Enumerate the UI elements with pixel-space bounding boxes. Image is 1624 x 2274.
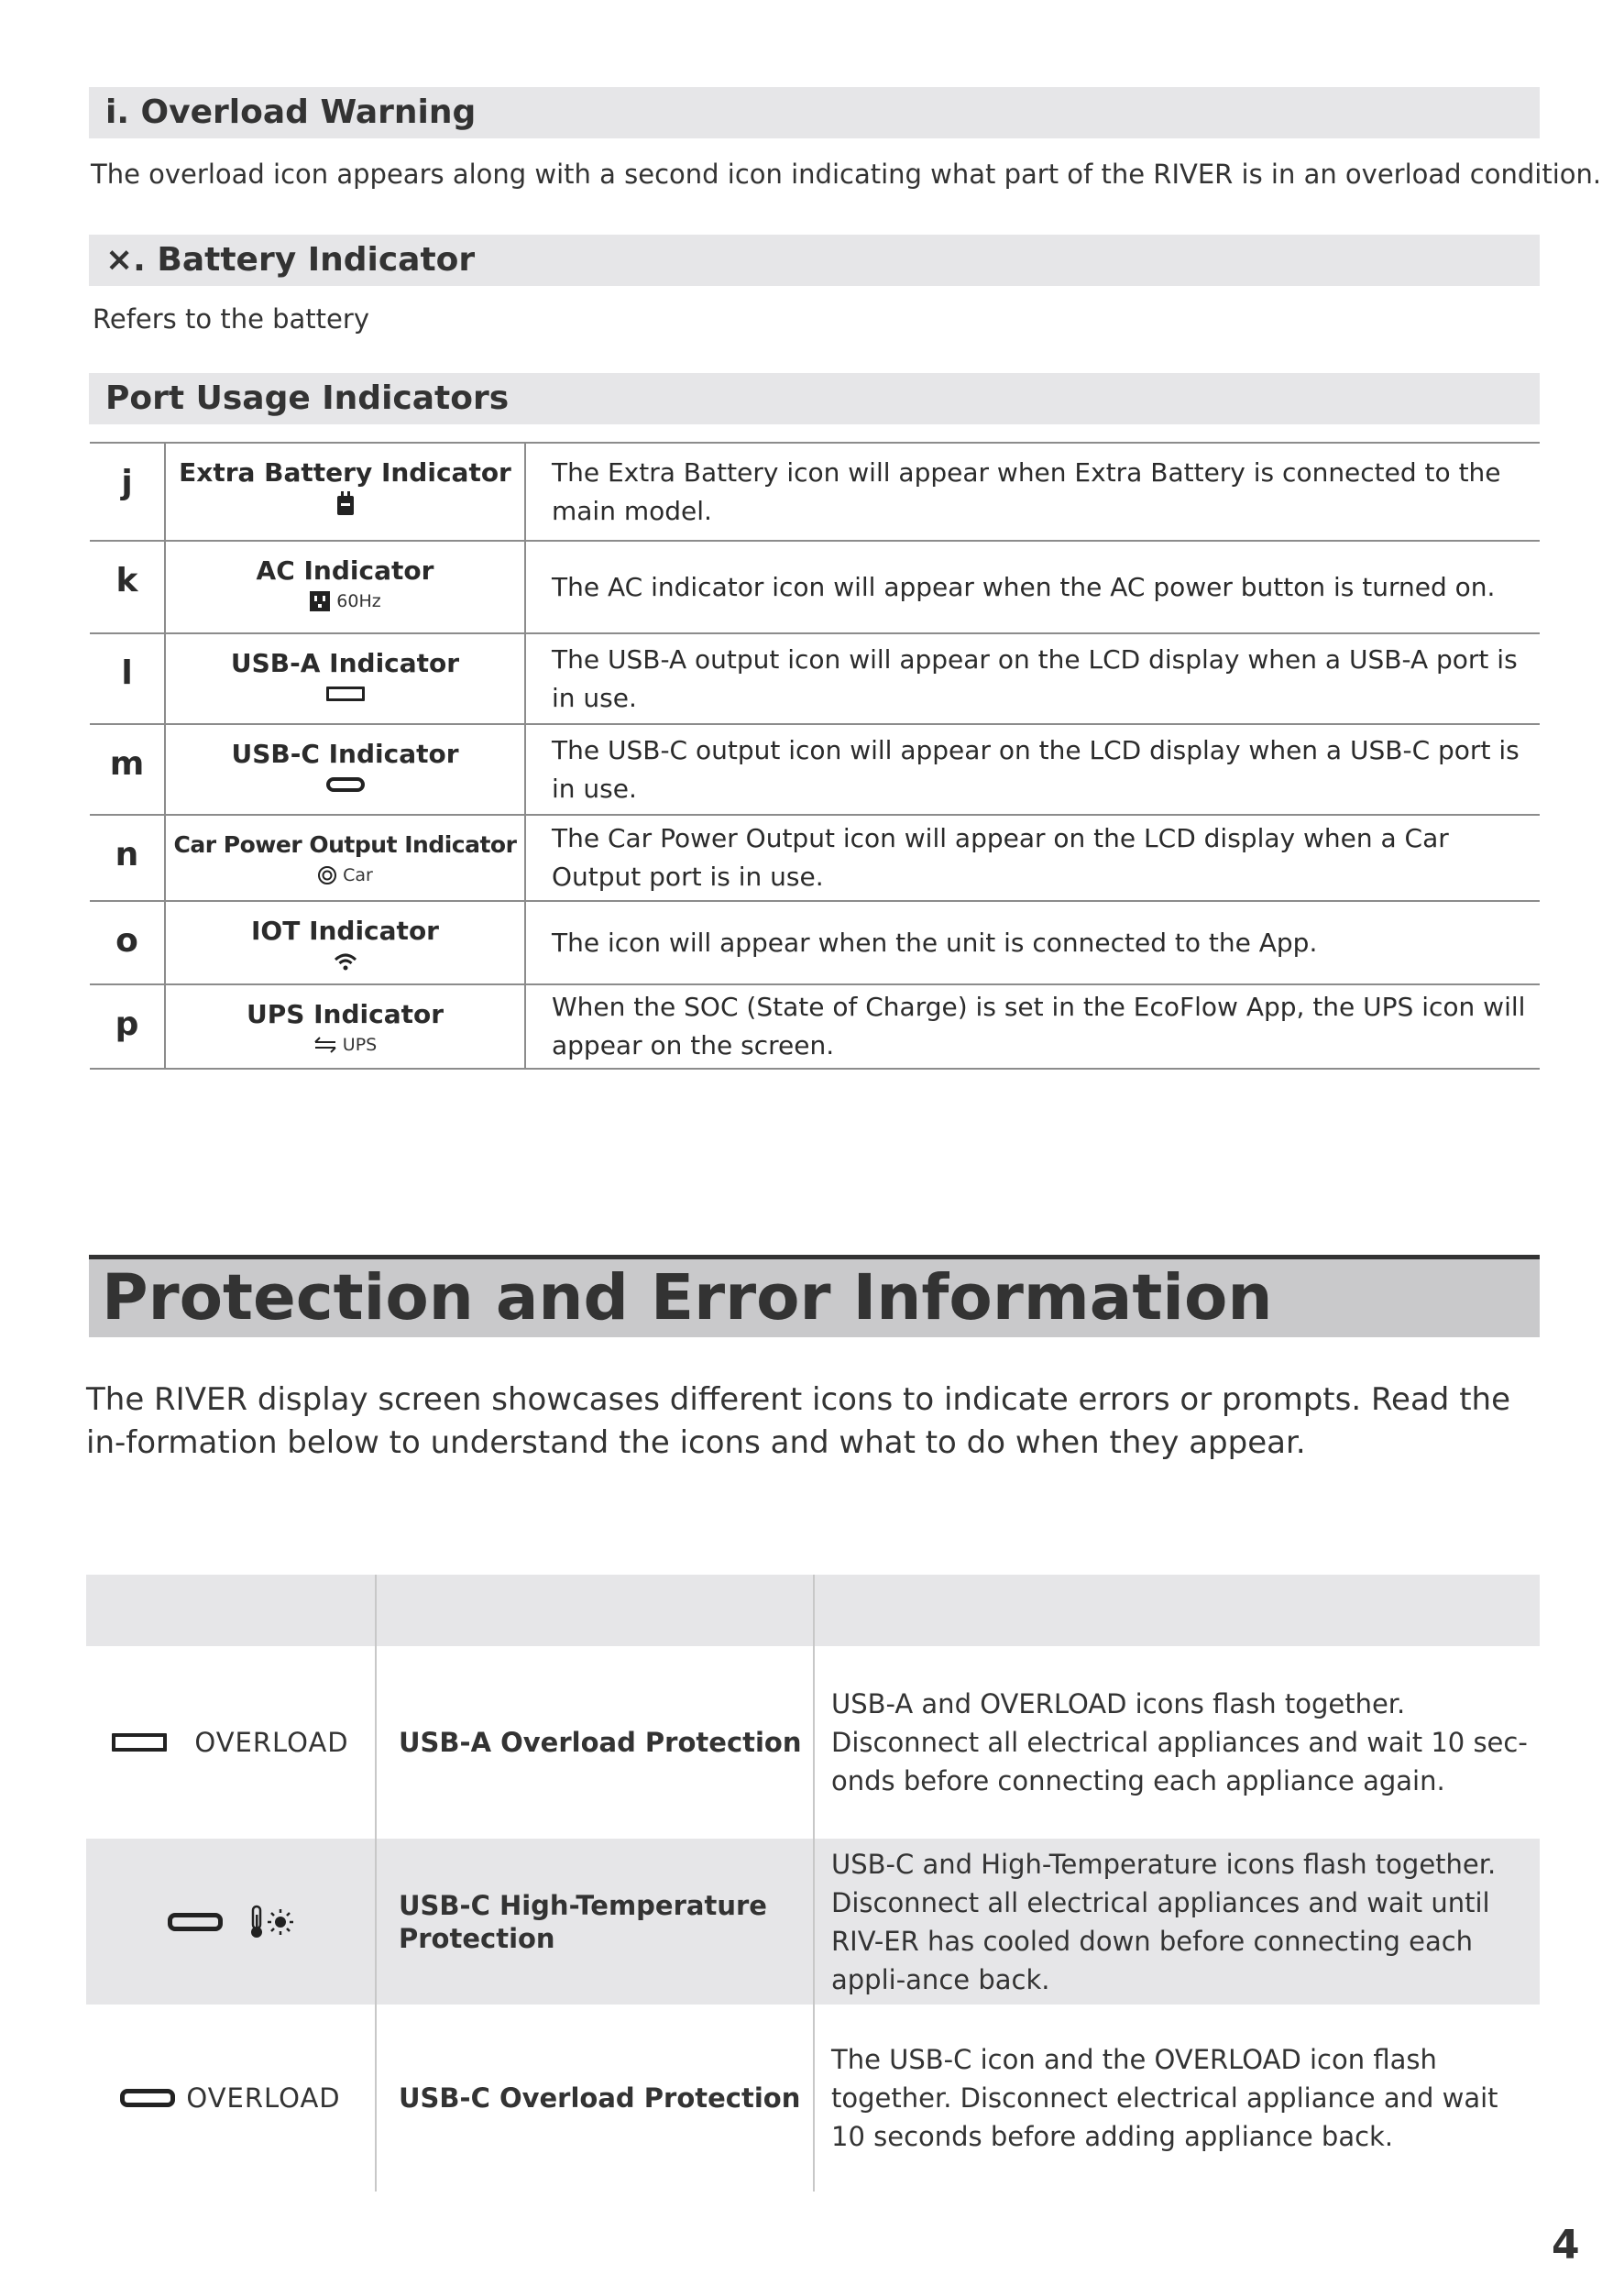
error-description: USB-A and OVERLOAD icons flash together. Disconnect all electrical appliances and wait 10 sec-onds before connecting each appliance again. xyxy=(831,1688,1528,1796)
port-row-p xyxy=(90,984,1540,1069)
port-row-m xyxy=(90,724,1540,815)
ups-arrows-icon xyxy=(313,1037,337,1053)
row-description: The Car Power Output icon will appear on the LCD display when a Car Output port is in use. xyxy=(525,815,1540,901)
usb-a-icon xyxy=(326,687,365,701)
ac-frequency-label: 60Hz xyxy=(336,591,381,611)
page-number: 4 xyxy=(1552,2222,1580,2269)
usb-c-icon xyxy=(168,1913,223,1931)
error-icon-cell xyxy=(86,1646,376,1839)
row-name-cell xyxy=(165,815,525,901)
error-table-header xyxy=(86,1575,1540,1646)
error-row-usb-c-high-temp xyxy=(86,1839,1540,2005)
error-table xyxy=(86,1575,1540,2192)
error-name: USB-C Overload Protection xyxy=(376,2005,814,2192)
row-name: Car Power Output Indicator xyxy=(173,831,517,858)
heading-label: Battery Indicator xyxy=(157,241,476,279)
row-letter: k xyxy=(90,541,165,633)
overload-warning-text: The overload icon appears along with a second icon indicating what part of the RIVER is in an overload condition. xyxy=(91,159,1602,190)
row-name-cell xyxy=(165,541,525,633)
port-usage-table xyxy=(90,442,1540,1070)
error-name: USB-A Overload Protection xyxy=(376,1646,814,1839)
high-temperature-icon xyxy=(248,1904,294,1940)
row-name: IOT Indicator xyxy=(251,916,439,946)
row-name-cell xyxy=(165,724,525,815)
overload-warning-heading: i. Overload Warning xyxy=(89,87,1540,138)
battery-indicator-heading xyxy=(89,235,1540,286)
row-description: The icon will appear when the unit is connected to the App. xyxy=(525,901,1540,984)
row-description: The Extra Battery icon will appear when Extra Battery is connected to the main model. xyxy=(525,443,1540,541)
ac-outlet-icon xyxy=(309,590,331,612)
usb-c-icon xyxy=(120,2089,175,2107)
wifi-icon xyxy=(333,951,358,972)
row-name: UPS Indicator xyxy=(246,999,444,1029)
row-name-cell xyxy=(165,901,525,984)
error-description: The USB-C icon and the OVERLOAD icon flash together. Disconnect electrical appliance and wait 10 seconds before adding appliance back. xyxy=(831,2044,1498,2152)
port-row-n xyxy=(90,815,1540,901)
row-description: When the SOC (State of Charge) is set in the EcoFlow App, the UPS icon will appear on the screen. xyxy=(525,984,1540,1069)
usb-a-icon xyxy=(112,1733,167,1752)
battery-indicator-text: Refers to the battery xyxy=(93,303,369,335)
row-letter: l xyxy=(90,633,165,724)
heading-prefix: ⨯. xyxy=(105,241,146,279)
usb-c-icon xyxy=(326,777,365,792)
port-usage-heading: Port Usage Indicators xyxy=(89,373,1540,424)
row-name: Extra Battery Indicator xyxy=(179,457,511,488)
error-row-usb-c-overload xyxy=(86,2005,1540,2192)
row-letter: p xyxy=(90,984,165,1069)
row-letter: j xyxy=(90,443,165,541)
error-description: USB-C and High-Temperature icons flash together. Disconnect all electrical appliances and wait until RIV-ER has cooled down before connecting each appli-ance back. xyxy=(814,1839,1540,2005)
error-icon-cell xyxy=(86,1839,376,2005)
car-label: Car xyxy=(343,865,373,885)
overload-label: OVERLOAD xyxy=(194,1727,349,1758)
protection-intro: The RIVER display screen showcases different icons to indicate errors or prompts. Read the in-formation below to understand the icons and what to do when they appear. xyxy=(86,1381,1510,1461)
port-row-k xyxy=(90,541,1540,633)
row-name: AC Indicator xyxy=(256,555,434,586)
row-name-cell xyxy=(165,633,525,724)
port-row-o xyxy=(90,901,1540,984)
row-letter: n xyxy=(90,815,165,901)
error-icon-cell xyxy=(86,2005,376,2192)
row-letter: m xyxy=(90,724,165,815)
row-name-cell xyxy=(165,443,525,541)
row-description: The USB-A output icon will appear on the LCD display when a USB-A port is in use. xyxy=(525,633,1540,724)
error-row-usb-a-overload xyxy=(86,1646,1540,1839)
port-row-l xyxy=(90,633,1540,724)
car-port-icon xyxy=(317,865,337,885)
ups-label: UPS xyxy=(342,1035,378,1055)
row-name: USB-A Indicator xyxy=(230,648,460,678)
port-row-j xyxy=(90,443,1540,541)
row-letter: o xyxy=(90,901,165,984)
row-description: The USB-C output icon will appear on the LCD display when a USB-C port is in use. xyxy=(525,724,1540,815)
extra-battery-icon xyxy=(335,490,356,516)
row-name-cell xyxy=(165,984,525,1069)
overload-label: OVERLOAD xyxy=(186,2082,341,2114)
row-name: USB-C Indicator xyxy=(231,739,459,769)
error-name: USB-C High-Temperature Protection xyxy=(376,1839,814,2005)
row-description: The AC indicator icon will appear when the AC power button is turned on. xyxy=(525,541,1540,633)
protection-title: Protection and Error Information xyxy=(89,1259,1540,1337)
